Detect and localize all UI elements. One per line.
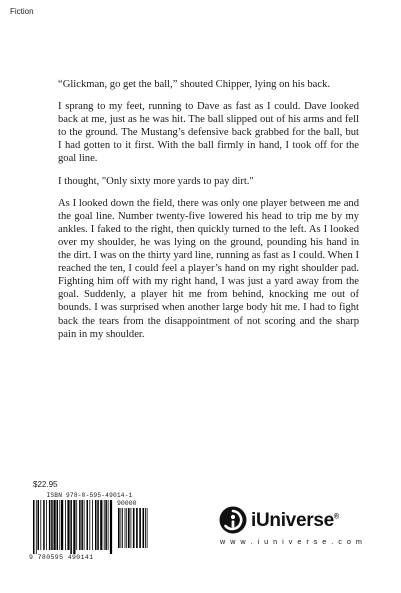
- barcode-bar: [122, 508, 123, 548]
- barcode-bar: [143, 508, 145, 548]
- barcode-bar: [79, 500, 81, 550]
- barcode-bar: [49, 500, 51, 550]
- barcode-bar: [105, 500, 107, 550]
- barcode-bar: [76, 500, 77, 550]
- barcode-bar: [59, 500, 60, 550]
- barcode-bar: [95, 500, 97, 550]
- barcode-bar: [126, 508, 127, 548]
- registered-mark: ®: [333, 513, 339, 521]
- barcode-bar: [65, 500, 66, 550]
- barcode-bar: [61, 500, 63, 550]
- barcode-bar: [125, 508, 126, 548]
- isbn-number: ISBN 978-0-595-49014-1: [46, 492, 133, 499]
- barcode-bar: [92, 500, 93, 550]
- barcode-bar: [67, 500, 69, 550]
- barcode-bar: [100, 500, 102, 550]
- barcode-bar: [36, 500, 37, 554]
- iuniverse-swirl-icon: [218, 505, 248, 535]
- barcode-bar: [87, 500, 89, 550]
- barcode-bar: [84, 500, 85, 550]
- barcode-addon-digits: 90000: [117, 500, 137, 507]
- barcode-bar: [38, 500, 40, 550]
- barcode-bar: [145, 508, 146, 548]
- genre-label: Fiction: [10, 7, 34, 16]
- barcode-bar: [40, 500, 41, 550]
- barcode-bar: [51, 500, 53, 550]
- barcode-bar: [33, 500, 35, 554]
- excerpt-paragraph-4: As I looked down the field, there was only one player between me and the goal line. Number twenty-five lowered his head to trip me by my ankles. I faked to the right, then quickly turned to the left. As I looked over my shoulder, he was lying on the ground, pounding his hand in the dirt. I was on the thirty yard line, running as fast as I could. When I reached the ten, I could feel a player’s hand on my right shoulder pad. Fighting him off with my right hand, I was just a yard away from the goal. Suddenly, a player hit me from behind, knocking me out of bounds. I was surprised when another large body hit me. I had to fight back the tears from the disappointment of not scoring and the sharp pain in my shoulder.: [58, 197, 359, 340]
- barcode-bar: [57, 500, 59, 550]
- barcode-bar: [73, 500, 75, 554]
- barcode-bar: [46, 500, 47, 550]
- barcode-bars: [29, 500, 150, 554]
- barcode-bar: [81, 500, 83, 550]
- barcode-bar: [43, 500, 45, 550]
- barcode-bar: [89, 500, 90, 550]
- isbn-barcode: [29, 492, 150, 563]
- publisher-logo: [218, 504, 368, 544]
- barcode-ean-digits: 9 780595 490141: [29, 554, 94, 561]
- publisher-name: [251, 510, 339, 532]
- barcode-bar: [104, 500, 105, 550]
- price: $22.95: [33, 480, 58, 489]
- barcode-bar: [54, 500, 56, 550]
- barcode-bar: [110, 500, 112, 554]
- excerpt-paragraph-2: I sprang to my feet, running to Dave as fast as I could. Dave looked back at me, just as he was hit. The ball slipped out of his arms and fell to the ground. The Mustang’s defensive back grabbed for the ball, but I had gotten to it first. With the ball firmly in hand, I took off for the goal line.: [58, 101, 359, 165]
- publisher-name-text: iUniverse: [251, 510, 334, 531]
- barcode-bar: [108, 500, 109, 550]
- barcode-bar: [136, 508, 138, 548]
- publisher-url: w w w . i u n i v e r s e . c o m: [220, 537, 364, 546]
- excerpt-paragraph-1: “Glickman, go get the ball,” shouted Chipper, lying on his back.: [58, 79, 331, 90]
- barcode-bar: [128, 508, 130, 548]
- excerpt: [58, 78, 359, 350]
- barcode-bar: [139, 508, 141, 548]
- barcode-bar: [97, 500, 99, 550]
- excerpt-paragraph-3: I thought, "Only sixty more yards to pay dirt.": [58, 175, 254, 187]
- barcode-bar: [131, 508, 132, 548]
- barcode-bar: [133, 508, 135, 548]
- barcode-bar: [70, 500, 72, 554]
- barcode-bar: [147, 508, 148, 548]
- barcode-bar: [118, 508, 120, 548]
- barcode-bar: [121, 508, 122, 548]
